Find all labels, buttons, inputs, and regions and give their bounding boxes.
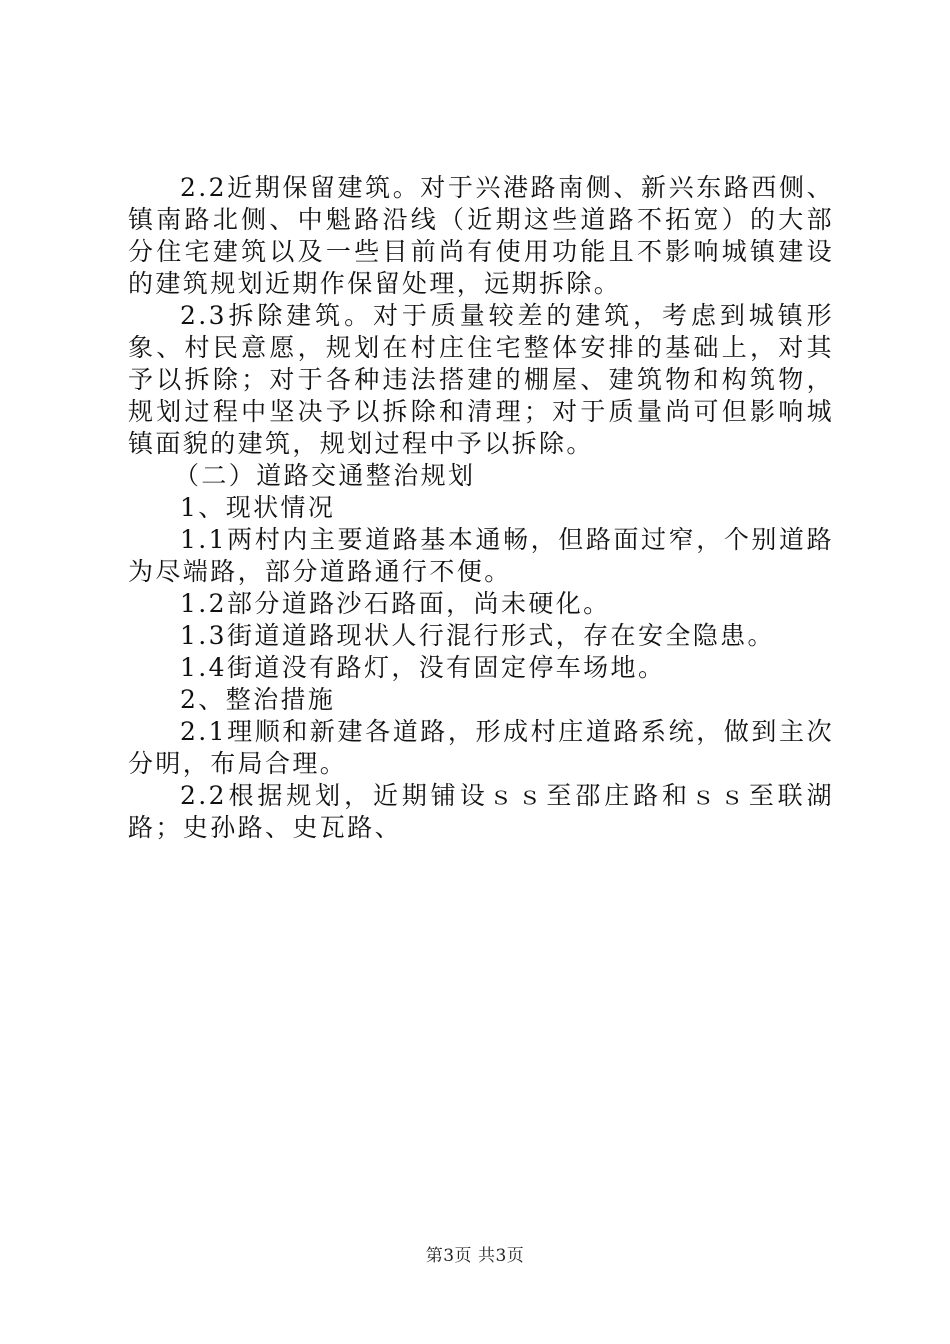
paragraph-item-2-1: 2.1理顺和新建各道路，形成村庄道路系统，做到主次分明，布局合理。 — [128, 717, 834, 778]
document-body — [128, 172, 834, 844]
paragraph-retained-buildings: 2.2近期保留建筑。对于兴港路南侧、新兴东路西侧、镇南路北侧、中魁路沿线（近期这些道路不拓宽）的大部分住宅建筑以及一些目前尚有使用功能且不影响城镇建设的建筑规划近期作保留处理，远期拆除。 — [128, 173, 834, 298]
paragraph-item-1-1: 1.1两村内主要道路基本通畅，但路面过窄，个别道路为尽端路，部分道路通行不便。 — [128, 525, 834, 586]
section-heading-road-traffic: （二）道路交通整治规划 — [174, 461, 476, 490]
paragraph-item-1-2: 1.2部分道路沙石路面，尚未硬化。 — [180, 589, 611, 618]
paragraph-item-2-2: 2.2根据规划，近期铺设ｓｓ至邵庄路和ｓｓ至联湖路；史孙路、史瓦路、 — [128, 781, 834, 842]
paragraph-item-1-3: 1.3街道道路现状人行混行形式，存在安全隐患。 — [180, 621, 775, 650]
page-number-footer: 第3页 共3页 — [425, 1246, 525, 1266]
subheading-current-situation: 1、现状情况 — [180, 493, 336, 522]
paragraph-demolished-buildings: 2.3拆除建筑。对于质量较差的建筑，考虑到城镇形象、村民意愿，规划在村庄住宅整体安排的基础上，对其予以拆除；对于各种违法搭建的棚屋、建筑物和构筑物，规划过程中坚决予以拆除和清理；对于质量尚可但影响城镇面貌的建筑，规划过程中予以拆除。 — [128, 301, 834, 458]
paragraph-item-1-4: 1.4街道没有路灯，没有固定停车场地。 — [180, 653, 666, 682]
subheading-measures: 2、整治措施 — [180, 685, 336, 714]
